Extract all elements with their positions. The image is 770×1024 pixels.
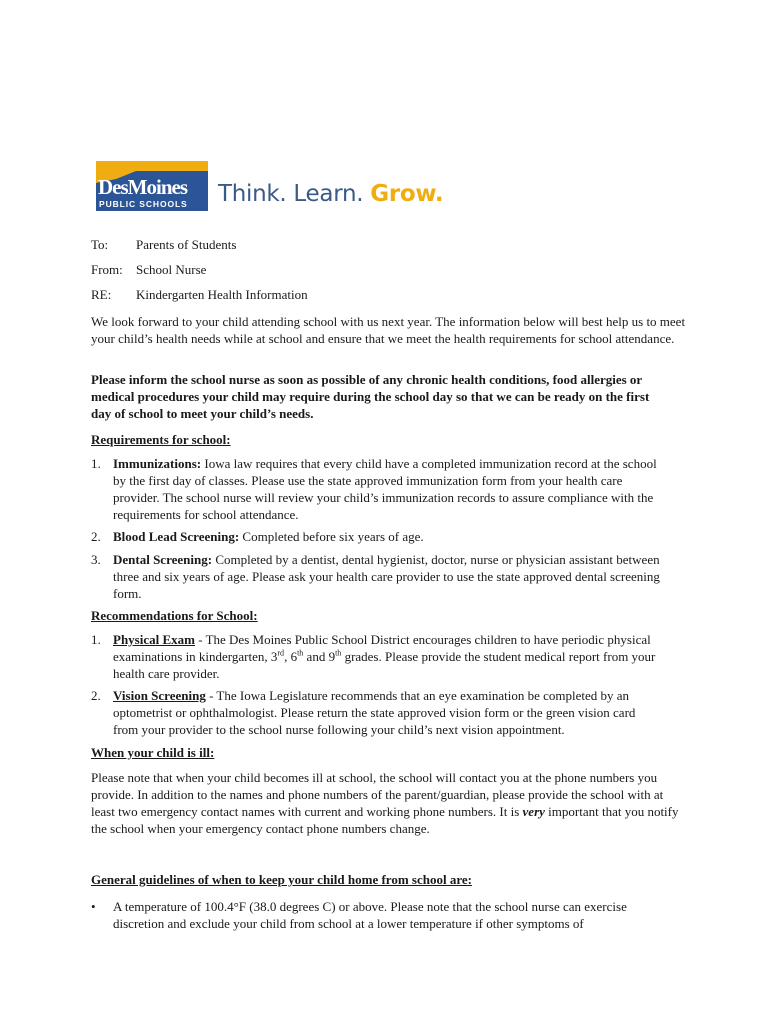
tagline: Think. Learn. Grow. [218, 181, 444, 207]
ill-heading: When your child is ill: [91, 745, 215, 760]
important-notice: Please inform the school nurse as soon as possible of any chronic health conditions, food allergies or medical procedures your child may require during the school day so that we can be ready on the first day of school to meet your child’s needs. [91, 372, 650, 421]
letter-page: DesMoines PUBLIC SCHOOLS Think. Learn. Grow. To: Parents of Students From: School Nurse RE: Kindergarten Health Information We look forward to your child attending school with us next year. The information below will best help us to meet your child’s health needs while at school and ensure that we meet the health requirements for school attendance. Please inform the school nurse as soon as possible of any chronic health conditions, food allergies or medical procedures your child may require during the school day so that we can be ready on the first day of school to meet your child’s needs. Requirements for school: 1. Immunizations: Iowa law requires that every child have a completed immunization record at the school by the first day of classes. Please use the state approved immunization form from your health care provider. The school nurse will review your child’s immunization records to assure compliance with the requirements for school attendance. 2. Blood Lead Screening: Completed before six years of age. 3. Dental Screening: Completed by a dentist, dental hygienist, doctor, nurse or physician assistant between three and six years of age. Please ask your health care provider to use the state approved dental screening form. Recommendations for School: 1. Physical Exam - The Des Moines Public School District encourages children to have periodic physical examinations in kindergarten, 3rd, 6th and 9th grades. Please provide the student medical report from your health care provider. 2. Vision Screening - The Iowa Legislature recommends that an eye examination be completed by an optometrist or ophthalmologist. Please return the state approved vision form or the green vision card from your provider to the school nurse following your child’s next vision appointment. When your child is ill: Please note that when your child becomes ill at school, the school will contact you at the phone numbers you provide. In addition to the names and phone numbers of the parent/guardian, please provide the school with at least two emergency contact names with current and working phone numbers. It is very important that you notify the school when your emergency contact phone numbers change. General guidelines of when to keep your child home from school are: • A temperature of 100.4°F (38.0 degrees C) or above. Please note that the school nurse can exercise discretion and exclude your child from school at a lower temperature if other symptoms of [0, 0, 770, 1024]
requirements-heading: Requirements for school: [91, 432, 231, 447]
memo-re: RE: Kindergarten Health Information [91, 287, 308, 302]
memo-to: To: Parents of Students [91, 237, 237, 252]
logo-subtitle: PUBLIC SCHOOLS [99, 199, 188, 209]
ill-paragraph: Please note that when your child becomes ill at school, the school will contact you at the phone numbers you provide. In addition to the names and phone numbers of the parent/guardian, please provide the school with at least two emergency contact names with current and working phone numbers. It is very important that you notify the school when your emergency contact phone numbers change. [91, 770, 679, 836]
guidelines-heading: General guidelines of when to keep your child home from school are: [91, 872, 472, 887]
des-moines-public-schools-logo [96, 161, 208, 211]
logo-wordmark: DesMoines [98, 175, 187, 199]
memo-from: From: School Nurse [91, 262, 207, 277]
intro-paragraph: We look forward to your child attending school with us next year. The information below will best help us to meet your child’s health needs while at school and ensure that we meet the health requirements for school attendance. [91, 314, 686, 346]
recommendations-heading: Recommendations for School: [91, 608, 258, 623]
